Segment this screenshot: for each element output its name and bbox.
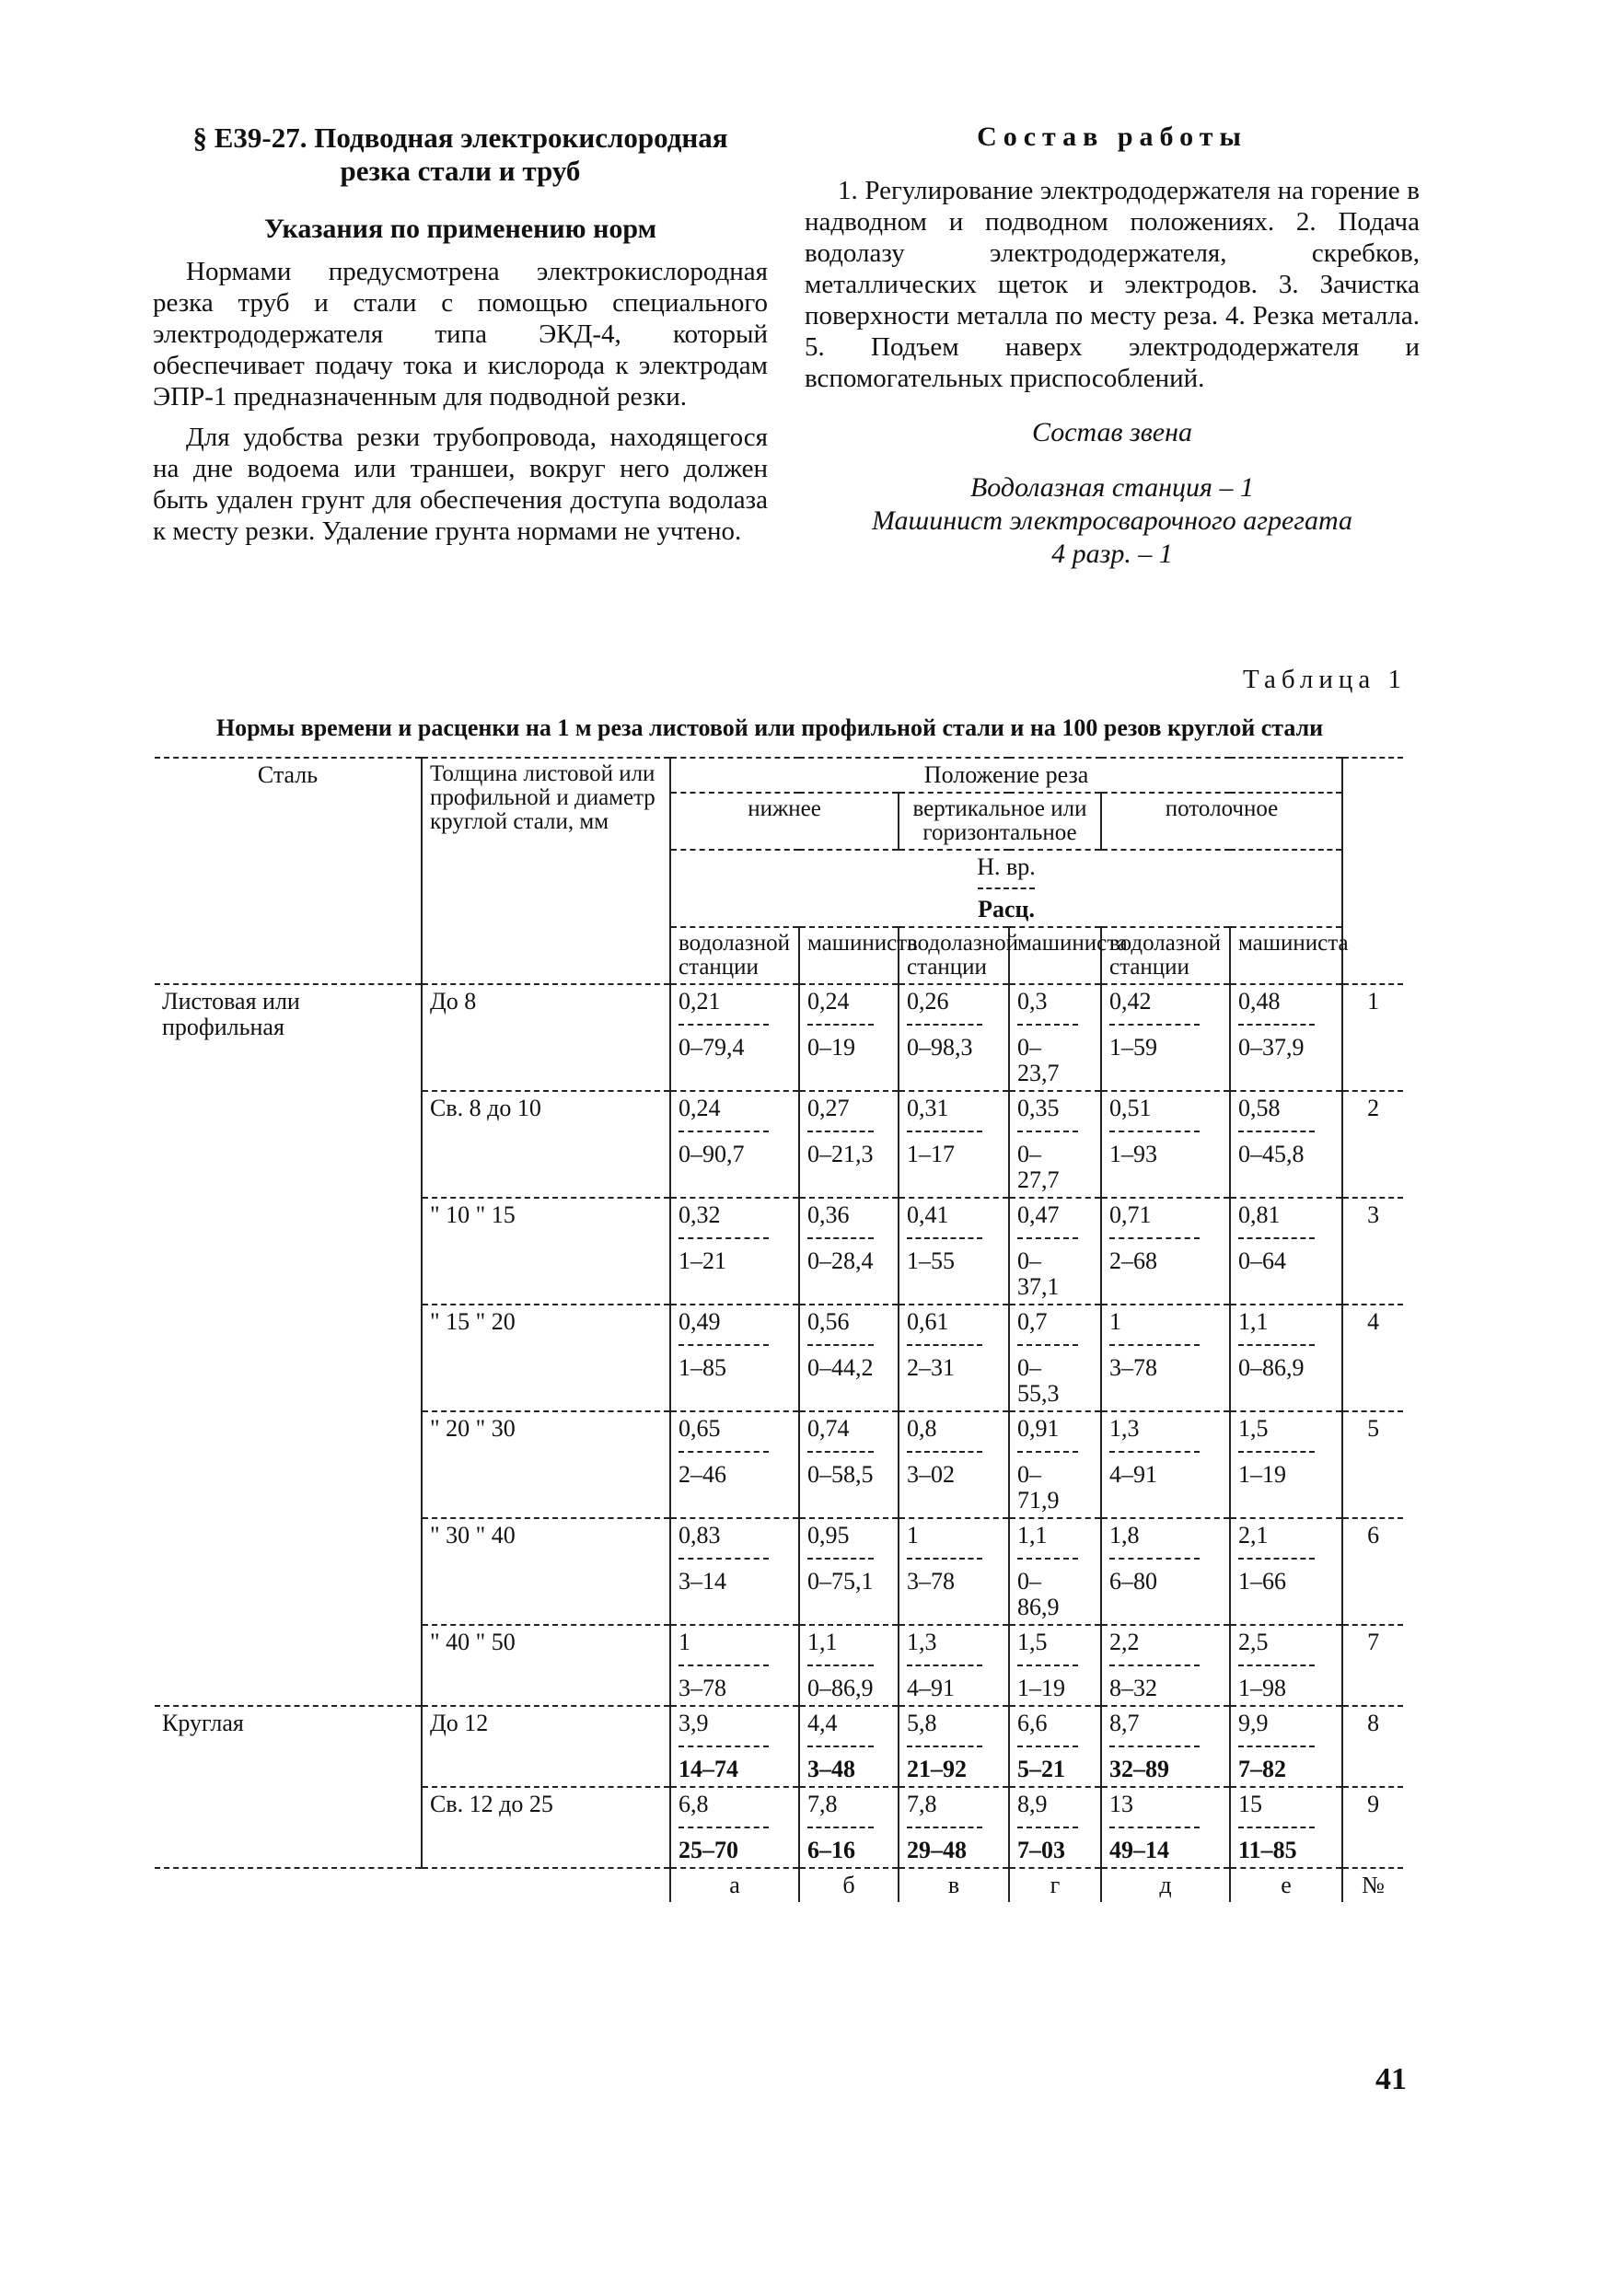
norm-time-value: 0,95 [807,1522,850,1548]
rate-value: 0–71,9 [1017,1451,1078,1514]
page-number: 41 [1375,2062,1407,2096]
norm-time-value: 0,74 [807,1415,850,1442]
size-range: " 10 " 15 [422,1198,670,1305]
norm-cell [1101,1411,1230,1518]
header-sub-machinist-b: машиниста [799,927,899,984]
norm-cell [1009,1706,1101,1787]
work-heading: Состав работы [977,122,1247,152]
norm-cell [670,1305,799,1411]
norm-time-value: 2,2 [1109,1629,1140,1655]
norm-time-value: 0,8 [907,1415,937,1442]
row-number: 8 [1342,1706,1403,1787]
norm-time-value: 2,1 [1238,1522,1269,1548]
rate-value: 25–70 [679,1827,769,1863]
column-letter-row [155,1868,1403,1902]
norm-time-value: 0,58 [1238,1095,1281,1121]
norm-cell [799,1411,899,1518]
rate-value: 8–32 [1109,1664,1200,1701]
rate-value: 1–59 [1109,1024,1200,1061]
rate-value: 14–74 [679,1746,769,1782]
row-number: 9 [1342,1787,1403,1868]
table-caption: Нормы времени и расценки на 1 м реза листовой или профильной стали и на 100 резов круглой стали [215,714,1324,741]
right-column [805,122,1420,571]
norm-cell [1101,1305,1230,1411]
rate-value: 0–75,1 [807,1558,874,1595]
rate-value: 0–86,9 [1017,1558,1078,1620]
rate-value: 1–19 [1017,1664,1078,1701]
column-letter: б [799,1868,899,1902]
header-pos-lower: нижнее [670,793,899,850]
table-row [155,984,1403,1091]
size-range: " 15 " 20 [422,1305,670,1411]
norm-cell [899,1625,1009,1706]
header-steel: Сталь [155,758,422,984]
norm-cell [1101,1706,1230,1787]
rate-value: 3–14 [679,1558,769,1595]
norm-time-value: 0,32 [679,1201,721,1228]
section-title-line1: § Е39-27. Подводная электрокислородная [192,122,728,154]
norm-cell [670,1518,799,1625]
norms-table [155,757,1403,1902]
header-rate: Расц. [978,887,1035,922]
norm-cell [1009,1625,1101,1706]
rate-value: 11–85 [1238,1827,1315,1863]
rate-value: 0–27,7 [1017,1131,1078,1193]
rate-value: 0–86,9 [1238,1344,1315,1381]
rate-value: 1–21 [679,1237,769,1274]
norm-cell [899,1198,1009,1305]
rate-value: 0–37,1 [1017,1237,1078,1300]
norm-time-value: 2,5 [1238,1629,1269,1655]
rate-value: 0–23,7 [1017,1024,1078,1086]
norm-time-value: 0,83 [679,1522,721,1548]
norm-time-value: 6,8 [679,1791,709,1817]
norm-time-value: 1 [907,1522,919,1548]
rate-value: 1–19 [1238,1451,1315,1488]
norm-time-value: 0,26 [907,988,949,1015]
steel-type: Круглая [155,1706,422,1868]
rate-value: 0–98,3 [907,1024,982,1061]
rate-value: 7–82 [1238,1746,1315,1782]
norm-cell [799,1198,899,1305]
norm-cell [1009,1198,1101,1305]
rate-value: 0–28,4 [807,1237,874,1274]
header-sub-diver-v: водолазной станции [899,927,1009,984]
norm-cell [1101,1198,1230,1305]
norm-time-value: 0,48 [1238,988,1281,1015]
rate-value: 2–31 [907,1344,982,1381]
norm-time-value: 0,47 [1017,1201,1060,1228]
norm-cell [899,1091,1009,1198]
norm-cell [1101,1625,1230,1706]
norm-cell [1230,1518,1342,1625]
crew-line-1: Водолазная станция – 1 [969,472,1254,503]
column-letter: е [1230,1868,1342,1902]
norm-time-value: 0,21 [679,988,721,1015]
norm-cell [670,1411,799,1518]
norm-time-value: 1,5 [1017,1629,1048,1655]
norm-cell [1009,1091,1101,1198]
header-pos-vertical: вертикальное или горизонтальное [899,793,1101,850]
norm-time-value: 0,36 [807,1201,850,1228]
rate-value: 3–78 [1109,1344,1200,1381]
rate-value: 1–55 [907,1237,982,1274]
norm-cell [799,1091,899,1198]
size-range: До 8 [422,984,670,1091]
rate-value: 0–58,5 [807,1451,874,1488]
rate-value: 4–91 [907,1664,982,1701]
norm-cell [899,1706,1009,1787]
crew-line-2: Машинист электросварочного агрегата [871,505,1352,536]
norm-time-value: 1,3 [907,1629,937,1655]
norm-cell [670,1091,799,1198]
rate-value: 0–37,9 [1238,1024,1315,1061]
column-letter: д [1101,1868,1230,1902]
header-position: Положение реза [670,758,1342,793]
norm-cell [899,984,1009,1091]
norm-time-value: 0,7 [1017,1308,1048,1335]
norm-cell [1230,1411,1342,1518]
rate-value: 0–86,9 [807,1664,874,1701]
norm-cell [670,1706,799,1787]
table-label: Таблица 1 [1242,665,1407,694]
rate-value: 1–93 [1109,1131,1200,1167]
rate-value: 0–45,8 [1238,1131,1315,1167]
norm-cell [1101,1787,1230,1868]
norm-time-value: 0,24 [679,1095,721,1121]
section-title-line2: резка стали и труб [340,155,581,187]
norm-cell [1230,1706,1342,1787]
norm-cell [799,984,899,1091]
header-sub-diver-d: водолазной станции [1101,927,1230,984]
norm-time-value: 0,51 [1109,1095,1152,1121]
rate-value: 0–21,3 [807,1131,874,1167]
norm-time-value: 7,8 [907,1791,937,1817]
norm-time-value: 0,49 [679,1308,721,1335]
norm-time-value: 0,41 [907,1201,949,1228]
rate-value: 29–48 [907,1827,982,1863]
table-row [155,1706,1403,1787]
rate-value: 0–79,4 [679,1024,769,1061]
header-pos-ceiling: потолочное [1101,793,1342,850]
norm-time-value: 1,1 [807,1629,838,1655]
guidance-paragraph-1: Нормами предусмотрена электрокислородная резка труб и стали с помощью специального электрододержателя типа ЭКД-4, который обеспечивает подачу тока и кислорода к электродам ЭПР-1 предназначенным для подводной резки. [153,257,768,412]
rate-value: 21–92 [907,1746,982,1782]
norm-cell [799,1518,899,1625]
row-number: 6 [1342,1518,1403,1625]
norm-cell [899,1411,1009,1518]
norm-time-value: 0,71 [1109,1201,1152,1228]
norm-cell [1101,1518,1230,1625]
norms-table-body [155,984,1403,1868]
column-letter: а [670,1868,799,1902]
row-number: 4 [1342,1305,1403,1411]
norm-cell [1101,984,1230,1091]
size-range: До 12 [422,1706,670,1787]
work-description: 1. Регулирование электрододержателя на горение в надводном и подводном положениях. 2. Подача водолазу электрододержателя, скребков, металлических щеток и электродов. 3. Зачистка поверхности металла по месту реза. 4. Резка металла. 5. Подъем наверх электрододержателя и вспомогательных приспособлений. [805,176,1420,393]
size-range: " 30 " 40 [422,1518,670,1625]
column-number-label: № [1342,1868,1403,1902]
norm-time-value: 1,1 [1017,1522,1048,1548]
norm-time-value: 1,1 [1238,1308,1269,1335]
norm-time-value: 1,5 [1238,1415,1269,1442]
guidance-paragraph-2: Для удобства резки трубопровода, находящегося на дне водоема или траншеи, вокруг него должен быть удален грунт для обеспечения доступа водолаза к месту резки. Удаление грунта нормами не учтено. [153,423,768,546]
section-title [153,122,768,188]
norm-time-value: 4,4 [807,1710,838,1736]
rate-value: 5–21 [1017,1746,1078,1782]
norm-cell [1230,1305,1342,1411]
norm-cell [1230,1091,1342,1198]
norm-cell [799,1787,899,1868]
header-norm-rate [670,850,1342,927]
norm-time-value: 0,35 [1017,1095,1060,1121]
norm-time-value: 0,31 [907,1095,949,1121]
header-sub-diver-a: водолазной станции [670,927,799,984]
size-range: Св. 12 до 25 [422,1787,670,1868]
norm-time-value: 0,65 [679,1415,721,1442]
column-letter: г [1009,1868,1101,1902]
crew-heading: Состав звена [1031,417,1192,447]
rate-value: 0–19 [807,1024,874,1061]
norm-time-value: 0,3 [1017,988,1048,1015]
norm-cell [799,1305,899,1411]
header-norm-time: Н. вр. [977,853,1036,880]
rate-value: 3–02 [907,1451,982,1488]
norm-time-value: 3,9 [679,1710,709,1736]
steel-type: Листовая или профильная [155,984,422,1706]
crew-line-3: 4 разр. – 1 [1051,539,1173,569]
column-letter: в [899,1868,1009,1902]
header-sub-machinist-g: машиниста [1009,927,1101,984]
rate-value: 3–48 [807,1746,874,1782]
norm-cell [799,1706,899,1787]
norm-cell [670,984,799,1091]
header-num-spacer [1342,758,1403,984]
norm-time-value: 0,24 [807,988,850,1015]
rate-value: 49–14 [1109,1827,1200,1863]
norm-cell [1230,1198,1342,1305]
size-range: " 20 " 30 [422,1411,670,1518]
norm-time-value: 13 [1109,1791,1133,1817]
norm-time-value: 0,81 [1238,1201,1281,1228]
norm-time-value: 6,6 [1017,1710,1048,1736]
rate-value: 2–68 [1109,1237,1200,1274]
rate-value: 1–17 [907,1131,982,1167]
norm-cell [899,1518,1009,1625]
norm-time-value: 15 [1238,1791,1262,1817]
guidance-heading: Указания по применению норм [263,214,657,244]
norm-time-value: 1,3 [1109,1415,1140,1442]
norm-time-value: 0,91 [1017,1415,1060,1442]
norm-time-value: 8,7 [1109,1710,1140,1736]
norm-time-value: 0,42 [1109,988,1152,1015]
norm-cell [899,1305,1009,1411]
rate-value: 0–64 [1238,1237,1315,1274]
norm-cell [799,1625,899,1706]
norm-cell [670,1625,799,1706]
rate-value: 1–66 [1238,1558,1315,1595]
rate-value: 0–90,7 [679,1131,769,1167]
norm-time-value: 0,27 [807,1095,850,1121]
norm-time-value: 1 [1109,1308,1121,1335]
norm-cell [1101,1091,1230,1198]
norm-time-value: 8,9 [1017,1791,1048,1817]
rate-value: 3–78 [679,1664,769,1701]
row-number: 5 [1342,1411,1403,1518]
norm-cell [1009,984,1101,1091]
norm-time-value: 7,8 [807,1791,838,1817]
size-range: " 40 " 50 [422,1625,670,1706]
norm-time-value: 0,61 [907,1308,949,1335]
norm-cell [1009,1411,1101,1518]
norm-cell [1230,1787,1342,1868]
norm-time-value: 9,9 [1238,1710,1269,1736]
left-column [153,122,768,556]
norm-cell [670,1198,799,1305]
rate-value: 1–85 [679,1344,769,1381]
rate-value: 7–03 [1017,1827,1078,1863]
row-number: 1 [1342,984,1403,1091]
rate-value: 1–98 [1238,1664,1315,1701]
rate-value: 2–46 [679,1451,769,1488]
row-number: 2 [1342,1091,1403,1198]
norm-cell [1009,1518,1101,1625]
norm-cell [1230,1625,1342,1706]
norm-cell [670,1787,799,1868]
header-sub-machinist-e: машиниста [1230,927,1342,984]
norm-time-value: 1,8 [1109,1522,1140,1548]
norm-cell [899,1787,1009,1868]
rate-value: 6–80 [1109,1558,1200,1595]
rate-value: 6–16 [807,1827,874,1863]
norm-cell [1009,1305,1101,1411]
rate-value: 4–91 [1109,1451,1200,1488]
size-range: Св. 8 до 10 [422,1091,670,1198]
norm-time-value: 5,8 [907,1710,937,1736]
row-number: 7 [1342,1625,1403,1706]
rate-value: 3–78 [907,1558,982,1595]
norm-cell [1009,1787,1101,1868]
row-number: 3 [1342,1198,1403,1305]
norm-time-value: 1 [679,1629,690,1655]
norm-time-value: 0,56 [807,1308,850,1335]
rate-value: 0–44,2 [807,1344,874,1381]
rate-value: 0–55,3 [1017,1344,1078,1407]
rate-value: 32–89 [1109,1746,1200,1782]
norm-cell [1230,984,1342,1091]
header-thickness: Толщина листовой или профильной и диаметр круглой стали, мм [422,758,670,984]
